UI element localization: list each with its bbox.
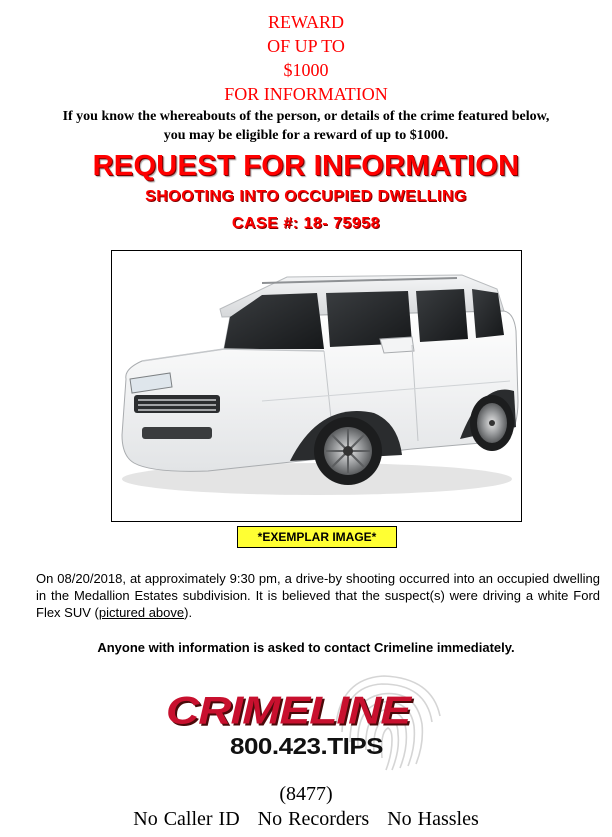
incident-narrative [36,570,600,621]
reward-line-4: FOR INFORMATION [224,84,388,104]
crimeline-logo [160,672,450,772]
eligibility-note [20,107,592,145]
tagline-item-no-hassles: No Hassles [387,808,479,830]
eligibility-line-2: you may be eligible for a reward of up to $1000. [163,128,449,143]
reward-heading [0,10,612,106]
narrative-text: On 08/20/2018, at approximately 9:30 pm, a drive-by shooting occurred into an occupied dwelling in the Medallion Estates subdivision. It is believed that the suspect(s) were driving a white Ford Flex SUV ( [36,571,600,620]
reward-line-1: REWARD [268,12,344,32]
reward-line-3: $1000 [283,60,329,80]
logo-phone: 800.423.TIPS [230,732,383,760]
tagline-item-no-caller-id: No Caller ID [133,808,240,830]
reward-line-2: OF UP TO [267,36,345,56]
eligibility-line-1: If you know the whereabouts of the person, or details of the crime featured below, [62,109,550,124]
exemplar-caption: *EXEMPLAR IMAGE* [237,526,397,548]
page-title: REQUEST FOR INFORMATION [92,150,520,182]
narrative-text-end: ). [184,605,193,620]
tagline-item-no-recorders: No Recorders [257,808,370,830]
crime-type: SHOOTING INTO OCCUPIED DWELLING [145,188,467,205]
vehicle-photo [111,250,522,522]
white-suv-illustration [112,251,521,521]
logo-name: CRIMELINE [166,687,410,733]
case-number: CASE #: 18- 75958 [231,215,381,232]
phone-extension: (8477) [279,783,333,805]
narrative-underlined-text: pictured above [98,605,185,620]
tagline [0,808,612,831]
contact-instruction: Anyone with information is asked to contact Crimeline immediately. [97,640,515,655]
